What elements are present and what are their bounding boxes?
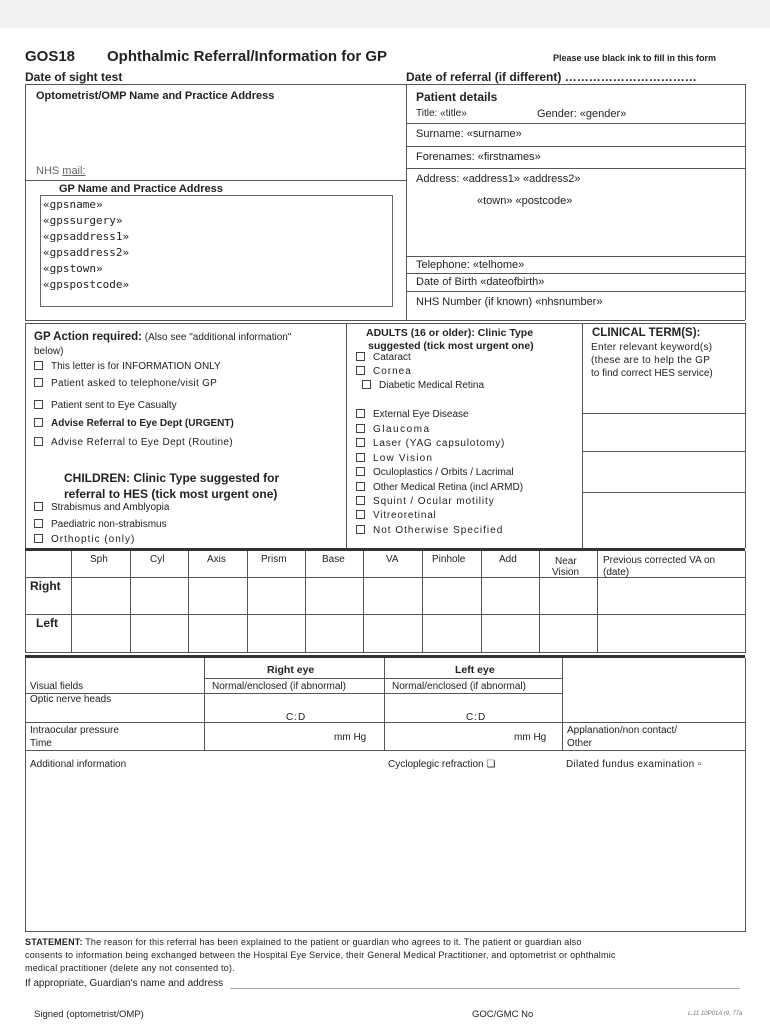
adults-vitreoretinal[interactable]: Vitreoretinal — [356, 510, 437, 521]
row-left: Left — [36, 616, 58, 630]
rule — [745, 750, 746, 932]
patient-surname: Surname: «surname» — [416, 128, 522, 140]
rule — [25, 614, 745, 615]
clinical-terms-title: CLINICAL TERM(S): — [592, 327, 701, 339]
checkbox-icon[interactable] — [356, 496, 365, 505]
header-cyl: Cyl — [150, 554, 165, 565]
patient-details-title: Patient details — [416, 90, 498, 104]
mmhg-left: mm Hg — [514, 732, 547, 743]
applanation-label: Applanation/non contact/ — [567, 725, 678, 736]
checkbox-icon[interactable] — [356, 352, 365, 361]
optometrist-address-title: Optometrist/OMP Name and Practice Address — [36, 90, 275, 102]
checkbox-icon[interactable] — [356, 482, 365, 491]
children-non-strabismus[interactable]: Paediatric non-strabismus — [34, 519, 167, 530]
gp-action-info-only[interactable]: This letter is for INFORMATION ONLY — [34, 361, 221, 372]
rule — [582, 492, 745, 493]
adults-cataract[interactable]: Cataract — [356, 352, 411, 363]
adults-diabetic[interactable]: Diabetic Medical Retina — [362, 380, 484, 391]
other-label: Other — [567, 738, 593, 749]
rule — [25, 655, 745, 658]
checkbox-icon[interactable] — [34, 437, 43, 446]
rule — [25, 750, 26, 932]
patient-title: Title: «title» — [416, 108, 467, 119]
rule — [539, 551, 540, 653]
rule — [745, 551, 746, 653]
rule — [130, 551, 131, 653]
clinical-terms-line1: Enter relevant keyword(s) — [591, 342, 713, 353]
rule — [25, 548, 745, 551]
children-heading-line2: referral to HES (tick most urgent one) — [64, 487, 278, 501]
adults-oculoplastics[interactable]: Oculoplastics / Orbits / Lacrimal — [356, 467, 514, 478]
adults-heading-line1: ADULTS (16 or older): Clinic Type — [366, 327, 534, 339]
rule — [25, 722, 745, 723]
statement-line1: STATEMENT: The reason for this referral has been explained to the patient or guardian who agrees to it. The patient or guardian also — [25, 937, 582, 947]
rule — [406, 123, 745, 124]
form-code: GOS18 — [25, 48, 76, 65]
rule — [25, 551, 26, 653]
rule — [406, 291, 745, 292]
checkbox-icon[interactable] — [34, 400, 43, 409]
rule — [582, 451, 745, 452]
visual-fields-label: Visual fields — [30, 681, 84, 692]
header-add: Add — [499, 554, 517, 565]
gp-action-heading: GP Action required: (Also see "additional information" — [34, 331, 292, 343]
checkbox-icon[interactable] — [34, 519, 43, 528]
clinical-terms-line2: (these are to help the GP — [591, 355, 711, 366]
header-near: Near — [555, 556, 577, 567]
guardian-input-line[interactable] — [230, 988, 740, 989]
goc-gmc-label: GOC/GMC No — [472, 1009, 534, 1020]
rule — [562, 658, 563, 750]
gp-name: «gpsname» — [43, 198, 103, 211]
rule — [363, 551, 364, 653]
gp-surgery: «gpssurgery» — [43, 214, 123, 227]
checkbox-icon[interactable] — [34, 361, 43, 370]
adults-squint[interactable]: Squint / Ocular motility — [356, 496, 495, 507]
rule — [25, 577, 745, 578]
checkbox-icon[interactable] — [356, 525, 365, 534]
rule — [25, 658, 26, 750]
patient-town-postcode: «town» «postcode» — [477, 195, 573, 207]
checkbox-icon[interactable] — [356, 409, 365, 418]
form-title: Ophthalmic Referral/Information for GP — [107, 48, 388, 65]
nhs-mail-label: NHS mail: — [36, 165, 86, 177]
header-previous-va: Previous corrected VA on — [603, 555, 716, 566]
gp-address1: «gpsaddress1» — [43, 230, 130, 243]
checkbox-icon[interactable] — [356, 453, 365, 462]
adults-heading-line2: suggested (tick most urgent one) — [368, 340, 534, 352]
patient-address: Address: «address1» «address2» — [416, 173, 581, 185]
gp-address2: «gpsaddress2» — [43, 246, 130, 259]
mmhg-right: mm Hg — [334, 732, 367, 743]
rule — [406, 273, 745, 274]
rule — [582, 413, 745, 414]
dilated-fundus[interactable]: Dilated fundus examination ▫ — [566, 759, 702, 770]
rule — [305, 551, 306, 653]
rule — [25, 84, 745, 85]
cycloplegic-refraction[interactable]: Cycloplegic refraction ❏ — [388, 759, 496, 770]
adults-cornea[interactable]: Cornea — [356, 366, 412, 377]
patient-forenames: Forenames: «firstnames» — [416, 151, 541, 163]
rule — [204, 658, 205, 750]
gp-address-title: GP Name and Practice Address — [59, 183, 223, 195]
additional-info-label: Additional information — [30, 759, 127, 770]
patient-nhs-number: NHS Number (if known) «nhsnumber» — [416, 296, 603, 308]
children-strabismus[interactable]: Strabismus and Amblyopia — [34, 502, 169, 513]
rule — [406, 168, 745, 169]
rule — [188, 551, 189, 653]
checkbox-icon[interactable] — [34, 502, 43, 511]
iop-label: Intraocular pressure — [30, 725, 119, 736]
date-of-referral-label: Date of referral (if different) …………………………… — [406, 70, 697, 84]
ink-note: Please use black ink to fill in this form — [553, 53, 717, 63]
rule — [422, 551, 423, 653]
rule — [25, 652, 745, 653]
checkbox-icon[interactable] — [356, 424, 365, 433]
rule — [745, 84, 746, 320]
rule — [25, 750, 745, 751]
gp-action-eye-casualty[interactable]: Patient sent to Eye Casualty — [34, 400, 177, 411]
gp-action-urgent[interactable]: Advise Referral to Eye Dept (URGENT) — [34, 418, 234, 429]
form-code-footer: L.11 10P01A r9, 77a — [688, 1011, 743, 1017]
signed-label: Signed (optometrist/OMP) — [34, 1009, 144, 1020]
cd-right: C:D — [286, 712, 307, 723]
patient-telephone: Telephone: «telhome» — [416, 259, 525, 271]
children-orthoptic[interactable]: Orthoptic (only) — [34, 534, 135, 545]
checkbox-icon[interactable] — [356, 366, 365, 375]
cd-left: C:D — [466, 712, 487, 723]
header-prism: Prism — [261, 554, 287, 565]
top-band — [0, 0, 770, 28]
checkbox-icon[interactable] — [34, 418, 43, 427]
header-vision: Vision — [552, 567, 580, 578]
patient-gender: Gender: «gender» — [537, 108, 627, 120]
rule — [406, 84, 407, 320]
rule — [346, 323, 347, 548]
checkbox-icon[interactable] — [356, 467, 365, 476]
gp-town: «gpstown» — [43, 262, 103, 275]
rule — [71, 551, 72, 653]
right-eye-heading: Right eye — [267, 664, 315, 676]
checkbox-icon[interactable] — [356, 438, 365, 447]
row-right: Right — [30, 579, 61, 593]
header-base: Base — [322, 554, 345, 565]
clinical-terms-line3: to find correct HES service) — [591, 368, 713, 379]
gp-action-telephone[interactable]: Patient asked to telephone/visit GP — [34, 378, 217, 389]
header-sph: Sph — [90, 554, 108, 565]
header-previous-va-date: (date) — [603, 567, 630, 578]
checkbox-icon[interactable] — [34, 534, 43, 543]
header-pinhole: Pinhole — [432, 554, 466, 565]
header-axis: Axis — [207, 554, 226, 565]
rule — [247, 551, 248, 653]
adults-glaucoma[interactable]: Glaucoma — [356, 424, 431, 435]
gp-action-heading-cont: below) — [34, 346, 64, 357]
rule — [25, 323, 26, 548]
nhs-mail-link[interactable]: mail: — [62, 165, 86, 177]
date-of-sight-test-label: Date of sight test — [25, 70, 123, 84]
adults-low-vision[interactable]: Low Vision — [356, 453, 433, 464]
adults-other-medical-retina[interactable]: Other Medical Retina (incl ARMD) — [356, 482, 523, 493]
checkbox-icon[interactable] — [34, 378, 43, 387]
rule — [384, 658, 385, 750]
rule — [597, 551, 598, 653]
rule — [406, 146, 745, 147]
guardian-label: If appropriate, Guardian's name and address — [25, 978, 224, 989]
patient-dob: Date of Birth «dateofbirth» — [416, 276, 545, 288]
rule — [406, 256, 745, 257]
rule — [25, 320, 745, 321]
adults-not-otherwise[interactable]: Not Otherwise Specified — [356, 525, 503, 536]
rule — [745, 323, 746, 548]
rule — [481, 551, 482, 653]
adults-laser[interactable]: Laser (YAG capsulotomy) — [356, 438, 505, 449]
rule — [25, 180, 406, 181]
children-heading-line1: CHILDREN: Clinic Type suggested for — [64, 471, 280, 485]
rule — [25, 84, 26, 320]
rule — [745, 658, 746, 750]
gp-action-routine[interactable]: Advise Referral to Eye Dept (Routine) — [34, 437, 233, 448]
rule — [582, 323, 583, 548]
left-eye-heading: Left eye — [455, 664, 495, 676]
statement-line2: consents to information being exchanged between the Hospital Eye Service, their General Medical Practitioner, and optometrist or ophthalmic — [25, 950, 616, 960]
gp-postcode: «gpspostcode» — [43, 278, 130, 291]
rule — [204, 678, 562, 679]
time-label: Time — [30, 738, 52, 749]
statement-line3: medical practitioner (delete any not consented to). — [25, 963, 235, 973]
visual-fields-right: Normal/enclosed (if abnormal) — [212, 681, 346, 692]
rule — [25, 323, 745, 324]
visual-fields-left: Normal/enclosed (if abnormal) — [392, 681, 526, 692]
optic-nerve-label: Optic nerve heads — [30, 694, 112, 705]
checkbox-icon[interactable] — [356, 510, 365, 519]
adults-external-eye[interactable]: External Eye Disease — [356, 409, 469, 420]
header-va: VA — [386, 554, 399, 565]
checkbox-icon[interactable] — [362, 380, 371, 389]
rule — [25, 931, 746, 932]
